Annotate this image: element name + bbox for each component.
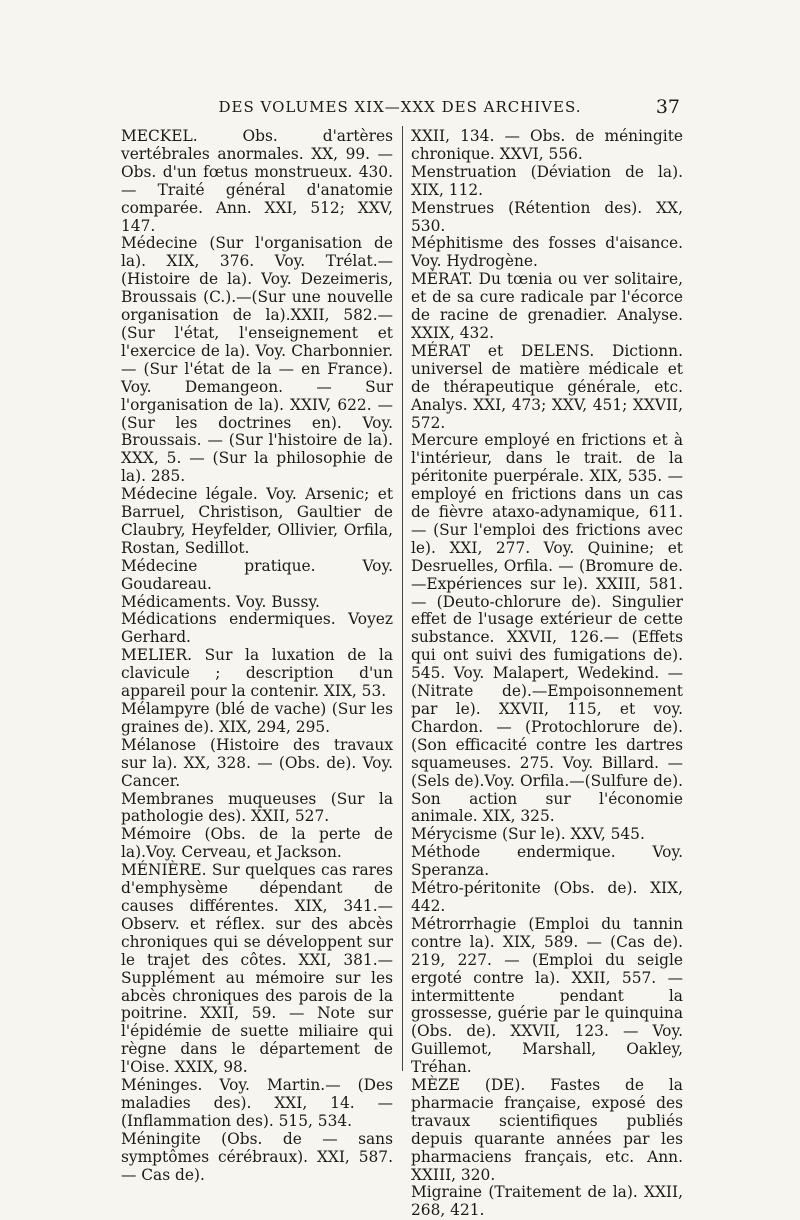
index-entry: XXII, 134. — Obs. de méningite chronique. XXVI, 556.	[411, 127, 683, 163]
index-entry: Métro-péritonite (Obs. de). XIX, 442.	[411, 879, 683, 915]
index-entry: MÉRAT et DELENS. Dictionn. universel de matière médicale et de thérapeutique générale, etc. Analys. XXI, 473; XXV, 451; XXVII, 572.	[411, 341, 683, 432]
running-head	[120, 98, 680, 122]
index-entry: MÉRAT. Du tœnia ou ver solitaire, et de sa cure radicale par l'écorce de racine de grenadier. Analyse. XXIX, 432.	[411, 270, 683, 342]
index-entry: Médecine pratique. Voy. Goudareau.	[121, 556, 393, 593]
index-entry: Mélanose (Histoire des travaux sur la). XX, 328. — (Obs. de). Voy. Cancer.	[121, 735, 393, 790]
index-entry: Menstruation (Déviation de la). XIX, 112.	[411, 162, 683, 199]
right-column	[411, 128, 683, 1220]
index-entry: MÉNIÈRE. Sur quelques cas rares d'emphysème dépendant de causes différentes. XIX, 341.—Observ. et réflex. sur des abcès chroniques qui se développent sur le trajet des côtes. XXI, 381.—Supplément au mémoire sur les abcès chroniques des parois de la poitrine. XXII, 59. — Note sur l'épidémie de suette miliaire qui règne dans le département de l'Oise. XXIX, 98.	[121, 861, 393, 1077]
page-number: 37	[655, 96, 680, 118]
index-entry: Méningite (Obs. de — sans symptômes cérébraux). XXI, 587. — Cas de).	[121, 1129, 393, 1184]
index-entry: Migraine (Traitement de la). XXII, 268, 421.	[411, 1183, 683, 1220]
index-entry: Menstrues (Rétention des). XX, 530.	[411, 198, 683, 235]
index-entry: Méphitisme des fosses d'aisance. Voy. Hydrogène.	[411, 234, 683, 271]
index-entry: Médicaments. Voy. Bussy.	[121, 592, 320, 611]
index-entry: Médecine légale. Voy. Arsenic; et Barruel, Christison, Gaultier de Claubry, Heyfelder, Ollivier, Orfila, Rostan, Sedillot.	[121, 485, 393, 557]
index-entry: Mémoire (Obs. de la perte de la).Voy. Cerveau, et Jackson.	[121, 825, 393, 862]
index-entry: Médecine (Sur l'organisation de la). XIX, 376. Voy. Trélat.—(Histoire de la). Voy. Dezeimeris, Broussais (C.).—(Sur une nouvelle organisation de la).XXII, 582.—(Sur l'état, l'enseignement et l'exercice de la). Voy. Charbonnier. — (Sur l'état de la — en France). Voy. Demangeon. — Sur l'organisation de la). XXIV, 622. — (Sur les doctrines en). Voy. Broussais. — (Sur l'histoire de la). XXX, 5. — (Sur la philosophie de la). 285.	[121, 234, 393, 486]
index-entry: Médications endermiques. Voyez Gerhard.	[121, 610, 393, 647]
index-entry: Métrorrhagie (Emploi du tannin contre la). XIX, 589. — (Cas de). 219, 227. — (Emploi du seigle ergoté contre la). XXII, 557. — intermittente pendant la grossesse, guérie par le quinquina (Obs. de). XXVII, 123. — Voy. Guillemot, Marshall, Oakley, Tréhan.	[411, 914, 683, 1077]
index-entry: MECKEL. Obs. d'artères vertébrales anormales. XX, 99. — Obs. d'un fœtus monstrueux. 430. — Traité général d'anatomie comparée. Ann. XXI, 512; XXV, 147.	[121, 127, 393, 235]
index-entry: Membranes muqueuses (Sur la pathologie des). XXII, 527.	[121, 789, 393, 826]
index-entry: Mérycisme (Sur le). XXV, 545.	[411, 825, 645, 844]
left-column	[121, 128, 393, 1184]
index-entry: Méninges. Voy. Martin.— (Des maladies des). XXI, 14. — (Inflammation des). 515, 534.	[121, 1076, 393, 1130]
column-divider	[402, 126, 403, 1071]
index-entry: Mélampyre (blé de vache) (Sur les graines de). XIX, 294, 295.	[121, 700, 393, 736]
index-entry: Mercure employé en frictions et à l'intérieur, dans le trait. de la péritonite puerpérale. XIX, 535. — employé en frictions dans un cas de fièvre ataxo-adynamique, 611. — (Sur l'emploi des frictions avec le). XXI, 277. Voy. Quinine; et Desruelles, Orfila. — (Bromure de.—Expériences sur le). XXIII, 581. — (Deuto-chlorure de). Singulier effet de l'usage extérieur de cette substance. XXVII, 126.— (Effets qui ont suivi des fumigations de). 545. Voy. Malapert, Wedekind. — (Nitrate de).—Empoisonnement par le). XXVII, 115, et voy. Chardon. — (Protochlorure de). (Son efficacité contre les dartres squameuses. 275. Voy. Billard. —(Sels de).Voy. Orfila.—(Sulfure de). Son action sur l'économie animale. XIX, 325.	[411, 431, 683, 826]
running-title: DES VOLUMES XIX—XXX DES ARCHIVES.	[218, 98, 582, 116]
index-entry: Méthode endermique. Voy. Speranza.	[411, 843, 683, 880]
index-entry: MÈZE (DE). Fastes de la pharmacie française, exposé des travaux scientifiques publiés depuis quarante années par les pharmaciens français, etc. Ann. XXIII, 320.	[411, 1076, 683, 1184]
index-entry: MELIER. Sur la luxation de la clavicule ; description d'un appareil pour la contenir. XIX, 53.	[121, 646, 393, 701]
